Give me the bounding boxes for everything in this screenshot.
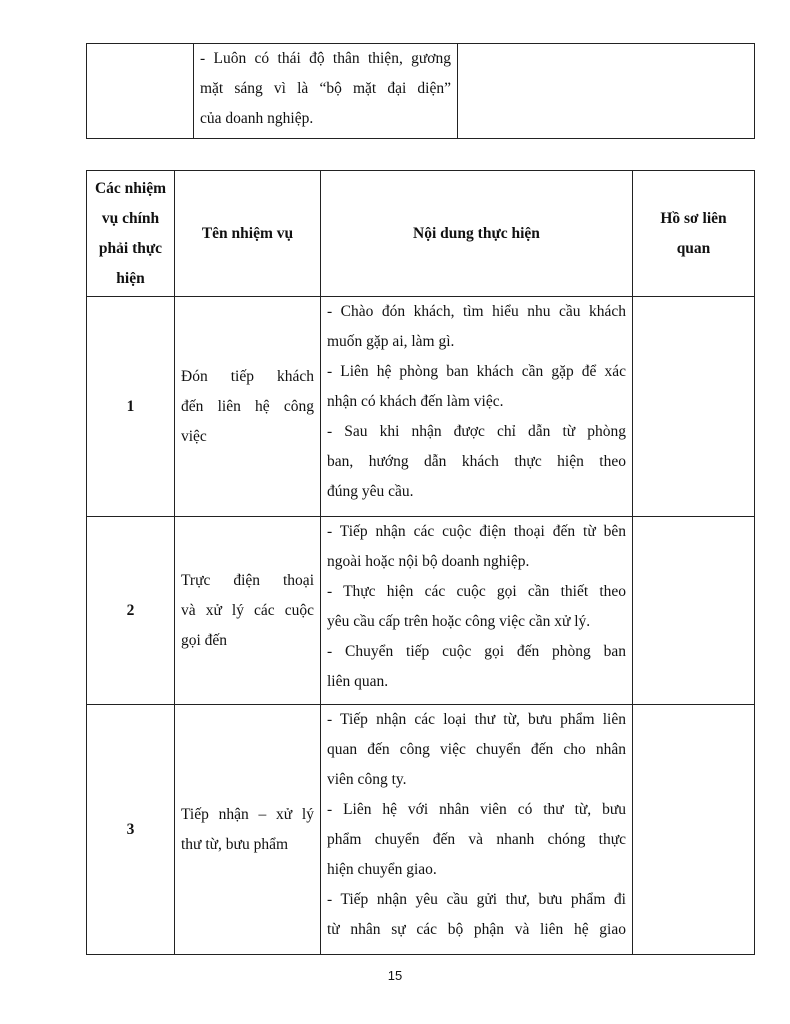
page-number: 15 [387, 968, 403, 983]
text-line: của doanh nghiệp. [200, 110, 314, 127]
header-main-tasks: Các nhiệm vụ chính phải thực hiện [87, 171, 175, 297]
task-number: 2 [87, 517, 175, 705]
task-content: - Tiếp nhận các loại thư từ, bưu phẩm liên quan đến công việc chuyển đến cho nhân viên công ty. - Liên hệ với nhân viên có thư từ, bưu phẩm chuyển đến và nhanh chóng thực hiện chuyển giao. - Tiếp nhận yêu cầu gửi thư, bưu phẩm đi từ nhân sự các bộ phận và liên hệ giao [321, 705, 633, 955]
table-row [87, 297, 755, 517]
table-row [87, 44, 755, 139]
task-name: Trực điện thoại và xử lý các cuộc gọi đến [175, 517, 321, 705]
related-records-cell [633, 517, 755, 705]
header-related-records: Hồ sơ liên quan [633, 171, 755, 297]
empty-cell [458, 44, 755, 139]
table-row [87, 705, 755, 955]
task-content: - Chào đón khách, tìm hiểu nhu cầu khách muốn gặp ai, làm gì. - Liên hệ phòng ban khách cần gặp để xác nhận có khách đến làm việc. - Sau khi nhận được chỉ dẫn từ phòng ban, hướng dẫn khách thực hiện theo đúng yêu cầu. [321, 297, 633, 517]
task-name: Đón tiếp khách đến liên hệ công việc [175, 297, 321, 517]
task-content: - Tiếp nhận các cuộc điện thoại đến từ bên ngoài hoặc nội bộ doanh nghiệp. - Thực hiện các cuộc gọi cần thiết theo yêu cầu cấp trên hoặc công việc cần xử lý. - Chuyển tiếp cuộc gọi đến phòng ban liên quan. [321, 517, 633, 705]
header-content: Nội dung thực hiện [321, 171, 633, 297]
related-records-cell [633, 705, 755, 955]
table-row [87, 517, 755, 705]
text-line: mặt sáng vì là “bộ mặt đại diện” [200, 80, 451, 97]
continued-content-cell [194, 44, 458, 139]
empty-cell [87, 44, 194, 139]
header-row [87, 171, 755, 297]
task-number: 1 [87, 297, 175, 517]
task-number: 3 [87, 705, 175, 955]
related-records-cell [633, 297, 755, 517]
header-task-name: Tên nhiệm vụ [175, 171, 321, 297]
continued-table [86, 43, 755, 139]
tasks-table [86, 170, 755, 955]
task-name: Tiếp nhận – xử lý thư từ, bưu phẩm [175, 705, 321, 955]
text-line: - Luôn có thái độ thân thiện, gương [200, 50, 451, 67]
